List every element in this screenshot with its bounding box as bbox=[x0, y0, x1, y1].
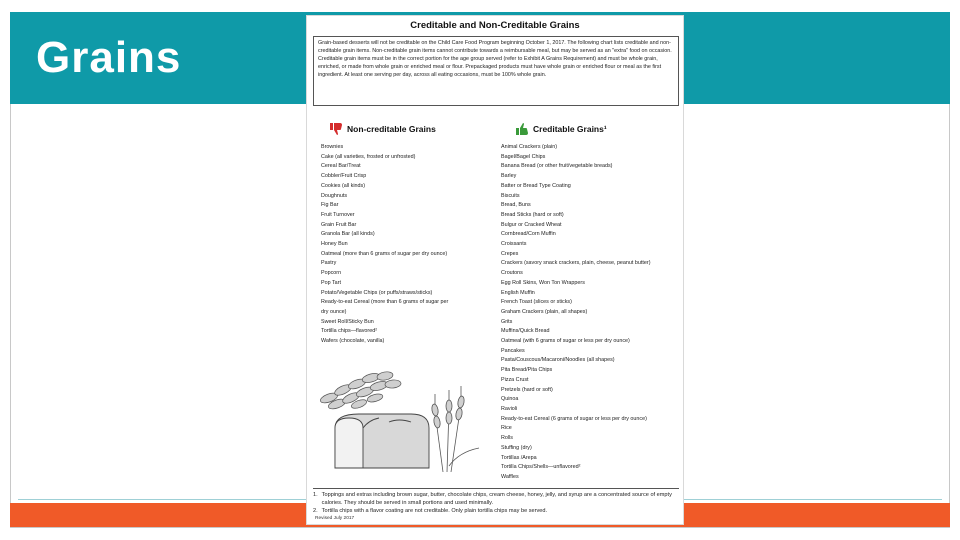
list-item: Bulgur or Cracked Wheat bbox=[501, 221, 562, 228]
list-item: Tortilla chips—flavored² bbox=[321, 328, 378, 335]
list-item: Bagel/Bagel Chips bbox=[501, 153, 546, 160]
list-item: Pretzels (hard or soft) bbox=[501, 386, 553, 393]
creditable-heading bbox=[515, 122, 607, 136]
list-item: Crackers (savory snack crackers, plain, cheese, peanut butter) bbox=[501, 260, 651, 267]
list-item: Cornbread/Corn Muffin bbox=[501, 231, 556, 238]
list-item: Brownies bbox=[321, 144, 344, 150]
list-item: Ravioli bbox=[501, 405, 518, 412]
list-item: Fig Bar bbox=[321, 202, 339, 209]
footnote bbox=[313, 492, 679, 507]
list-item: Popcorn bbox=[321, 270, 342, 277]
list-item: Bread Sticks (hard or soft) bbox=[501, 211, 564, 218]
intro-box: Grain-based desserts will not be creditable on the Child Care Food Program beginning October 1, 2017. The following chart lists creditable and non-creditable grain items. Non-creditable grain items cannot contribute towards a reimbursable meal, but may be served as an "extra" food on occasion. Creditable grain items must be in the correct portion for the age group served (refer to Exhibit A Grains Requirement) and must be whole grain, enriched, or made from whole grain or enriched meal or flour. Prepackaged products must have whole grain or enriched flour or meal as the first ingredient. At least one serving per day, across all eating occasions, must be 100% whole grain. bbox=[313, 36, 679, 106]
footnote-number: 2. bbox=[313, 508, 318, 514]
footnote-number: 1. bbox=[313, 492, 318, 498]
list-item: Cake (all varieties, frosted or unfrosted) bbox=[321, 153, 416, 160]
slide-title: Grains bbox=[36, 33, 182, 82]
list-item: Ready-to-eat Cereal (more than 6 grams of sugar per bbox=[321, 299, 449, 306]
list-item: Fruit Turnover bbox=[321, 211, 355, 218]
thumbs-down-icon bbox=[329, 122, 343, 136]
footnote bbox=[313, 508, 679, 516]
list-item: Granola Bar (all kinds) bbox=[321, 231, 375, 238]
list-item: Pita Bread/Pita Chips bbox=[501, 367, 553, 374]
list-item: Grits bbox=[501, 318, 513, 325]
revised-date: Revised July 2017 bbox=[315, 516, 355, 521]
list-item: Pancakes bbox=[501, 347, 525, 354]
document-title: Creditable and Non-Creditable Grains bbox=[410, 20, 580, 31]
list-item: dry ounce) bbox=[321, 308, 347, 315]
list-item: Batter or Bread Type Coating bbox=[501, 182, 571, 189]
list-item: Stuffing (dry) bbox=[501, 444, 532, 451]
wheat-stalks-icon bbox=[431, 386, 479, 472]
list-item: Croissants bbox=[501, 241, 527, 248]
list-item: Cobbler/Fruit Crisp bbox=[321, 173, 367, 180]
creditable-heading-label: Creditable Grains¹ bbox=[533, 124, 607, 134]
list-item: Tortilla Chips/Shells—unflavored² bbox=[501, 464, 581, 471]
list-item: Rolls bbox=[501, 435, 513, 442]
list-item: English Muffin bbox=[501, 289, 535, 296]
list-item: Honey Bun bbox=[321, 241, 348, 248]
list-item: Potato/Vegetable Chips (or puffs/straws/sticks) bbox=[321, 289, 433, 296]
non-creditable-heading-label: Non-creditable Grains bbox=[347, 124, 436, 134]
footnotes bbox=[313, 488, 679, 517]
list-item: Oatmeal (with 6 grams of sugar or less per dry ounce) bbox=[501, 338, 630, 345]
list-item: Croutons bbox=[501, 270, 523, 277]
list-item: Muffins/Quick Bread bbox=[501, 328, 550, 335]
grains-document bbox=[306, 15, 684, 525]
list-item: Waffles bbox=[501, 473, 519, 480]
non-creditable-list bbox=[321, 143, 448, 347]
list-item: Banana Bread (or other fruit/vegetable breads) bbox=[501, 163, 613, 170]
non-creditable-heading bbox=[329, 122, 436, 136]
list-item: Pop Tart bbox=[321, 279, 341, 286]
grains-illustration bbox=[319, 368, 494, 480]
list-item: Cookies (all kinds) bbox=[321, 182, 366, 189]
list-item: French Toast (slices or sticks) bbox=[501, 299, 572, 306]
list-item: Doughnuts bbox=[321, 192, 348, 199]
list-item: Sweet Roll/Sticky Bun bbox=[321, 318, 374, 325]
thumbs-up-icon bbox=[515, 122, 529, 136]
list-item: Animal Crackers (plain) bbox=[501, 144, 558, 150]
list-item: Crepes bbox=[501, 250, 519, 257]
list-item: Barley bbox=[501, 173, 517, 180]
oat-flakes-icon bbox=[319, 371, 401, 411]
list-item: Pizza Crust bbox=[501, 376, 529, 383]
list-item: Grain Fruit Bar bbox=[321, 221, 357, 228]
list-item: Pastry bbox=[321, 260, 337, 267]
creditable-list bbox=[501, 143, 651, 483]
list-item: Oatmeal (more than 6 grams of sugar per dry ounce) bbox=[321, 250, 448, 257]
list-item: Rice bbox=[501, 425, 512, 432]
list-item: Pasta/Couscous/Macaroni/Noodles (all shapes) bbox=[501, 357, 615, 364]
footnote-text: Toppings and extras including brown sugar, butter, chocolate chips, cream cheese, honey, jelly, and syrup are a concentrated source of empty calories. They should be served in small portions and used minimally. bbox=[321, 492, 672, 506]
list-item: Wafers (chocolate, vanilla) bbox=[321, 338, 385, 345]
list-item: Egg Roll Skins, Won Ton Wrappers bbox=[501, 279, 585, 286]
list-item: Graham Crackers (plain, all shapes) bbox=[501, 308, 588, 315]
list-item: Quinoa bbox=[501, 396, 519, 403]
list-item: Cereal Bar/Treat bbox=[321, 163, 361, 170]
list-item: Tortillas /Arepa bbox=[501, 454, 537, 461]
footnote-text: Tortilla chips with a flavor coating are not creditable. Only plain tortilla chips may be served. bbox=[321, 508, 548, 514]
bread-loaf-icon bbox=[335, 414, 429, 468]
list-item: Bread, Buns bbox=[501, 202, 531, 209]
list-item: Biscuits bbox=[501, 192, 520, 199]
list-item: Ready-to-eat Cereal (6 grams of sugar or less per dry ounce) bbox=[501, 415, 647, 422]
